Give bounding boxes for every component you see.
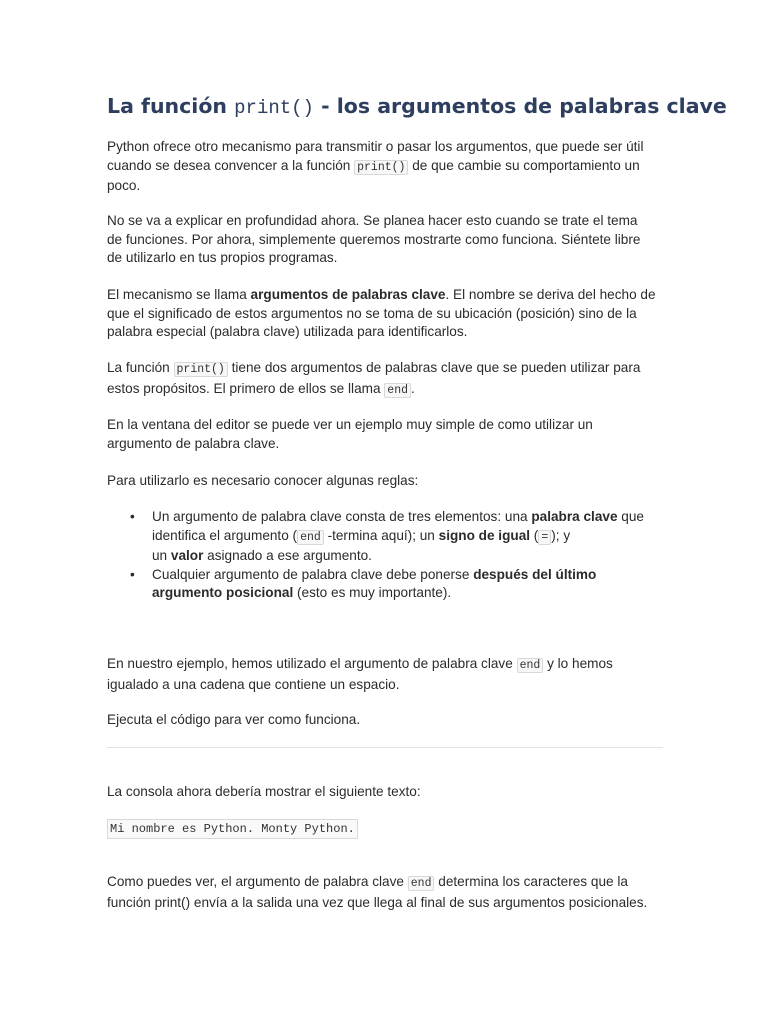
rules-list bbox=[107, 508, 663, 603]
r2-line1-start: Cualquier argumento de palabra clave debe ponerse bbox=[152, 566, 474, 582]
p10-line1-start: Como puedes ver, el argumento de palabra clave bbox=[107, 874, 408, 889]
inline-code-end: end bbox=[297, 530, 324, 545]
paragraph-mechanism bbox=[107, 286, 663, 342]
p2-line2: de funciones. Por ahora, simplemente queremos mostrarte como funciona. Siéntete libre bbox=[107, 231, 641, 247]
p4-line2-end: . bbox=[411, 380, 415, 396]
r1-line2-mid: -termina aquí); un bbox=[323, 527, 439, 543]
paragraph-print-keywords bbox=[107, 359, 663, 400]
p1-line3: poco. bbox=[107, 178, 141, 194]
p5-line1: En la ventana del editor se puede ver un ejemplo muy simple de como utilizar un bbox=[107, 417, 593, 432]
p2-line3: de utilizarlo en tus propios programas. bbox=[107, 250, 338, 266]
paragraph-explanation bbox=[107, 212, 663, 268]
r1-line3-end: asignado a ese argumento. bbox=[203, 548, 372, 564]
divider bbox=[107, 747, 663, 748]
p7-line1-end: y lo hemos bbox=[543, 656, 613, 671]
r1-line2-end: ); y bbox=[551, 527, 571, 543]
r1-line1-end: que bbox=[617, 509, 644, 524]
inline-code-print: print() bbox=[174, 362, 228, 377]
r1-line2-mid2: ( bbox=[530, 527, 539, 543]
console-output: Mi nombre es Python. Monty Python. bbox=[107, 819, 358, 839]
inline-code-equals: = bbox=[538, 530, 551, 545]
p4-line2-start: estos propósitos. El primero de ellos se llama bbox=[107, 380, 385, 396]
p10-line1-end: determina los caracteres que la bbox=[434, 874, 628, 889]
p3-line3: palabra especial (palabra clave) utilizada para identificarlos. bbox=[107, 324, 468, 340]
page-title bbox=[107, 92, 727, 122]
p4-line1-end: tiene dos argumentos de palabras clave que se pueden utilizar para bbox=[227, 360, 641, 375]
paragraph-conclusion bbox=[107, 873, 663, 912]
r1-bold-value: valor bbox=[170, 548, 204, 564]
p10-line2: función print() envía a la salida una vez que llega al final de sus argumentos posicionales. bbox=[107, 894, 648, 910]
title-prefix: La función bbox=[107, 94, 235, 118]
inline-code-end: end bbox=[384, 383, 411, 398]
paragraph-editor-example bbox=[107, 416, 663, 453]
bullet-icon: • bbox=[130, 566, 135, 582]
p3-line1-end: . El nombre se deriva del hecho de bbox=[445, 287, 656, 302]
p3-line1-start: El mecanismo se llama bbox=[107, 287, 251, 302]
paragraph-intro bbox=[107, 138, 663, 196]
r2-bold-after-last: después del último bbox=[473, 566, 597, 582]
r2-line2-end: (esto es muy importante). bbox=[293, 585, 452, 601]
paragraph-run-code: Ejecuta el código para ver como funciona. bbox=[107, 712, 361, 727]
r1-line2-start: identifica el argumento ( bbox=[152, 527, 298, 543]
inline-code-print: print() bbox=[354, 160, 408, 175]
inline-code-end: end bbox=[517, 658, 544, 673]
p4-line1-start: La función bbox=[107, 360, 174, 375]
paragraph-rules-intro: Para utilizarlo es necesario conocer algunas reglas: bbox=[107, 473, 419, 488]
r1-line1-start: Un argumento de palabra clave consta de tres elementos: una bbox=[152, 509, 532, 524]
p1-line1: Python ofrece otro mecanismo para transmitir o pasar los argumentos, que puede ser útil bbox=[107, 139, 644, 154]
p3-line2: que el significado de estos argumentos no se toma de su ubicación (posición) sino de la bbox=[107, 305, 637, 321]
r2-bold-positional: argumento posicional bbox=[152, 585, 294, 601]
p2-line1: No se va a explicar en profundidad ahora. Se planea hacer esto cuando se trate el tema bbox=[107, 213, 638, 228]
p5-line2: argumento de palabra clave. bbox=[107, 435, 280, 451]
title-suffix: - los argumentos de palabras clave bbox=[313, 94, 727, 118]
p7-line1-start: En nuestro ejemplo, hemos utilizado el argumento de palabra clave bbox=[107, 656, 517, 671]
list-item bbox=[130, 508, 663, 566]
r1-line3-start: un bbox=[152, 548, 171, 564]
title-code: print() bbox=[234, 97, 314, 119]
p1-line2-start: cuando se desea convencer a la función bbox=[107, 157, 355, 173]
p7-line2: igualado a una cadena que contiene un espacio. bbox=[107, 676, 400, 692]
p1-line2-end: de que cambie su comportamiento un bbox=[408, 157, 640, 173]
inline-code-end: end bbox=[408, 876, 435, 891]
paragraph-console-intro: La consola ahora debería mostrar el siguiente texto: bbox=[107, 784, 421, 799]
r1-bold-keyword: palabra clave bbox=[531, 509, 618, 524]
r1-bold-equal-sign: signo de igual bbox=[438, 527, 531, 543]
p3-bold-term: argumentos de palabras clave bbox=[250, 287, 446, 302]
list-item bbox=[130, 566, 663, 603]
paragraph-our-example bbox=[107, 655, 663, 694]
bullet-icon: • bbox=[130, 509, 135, 524]
